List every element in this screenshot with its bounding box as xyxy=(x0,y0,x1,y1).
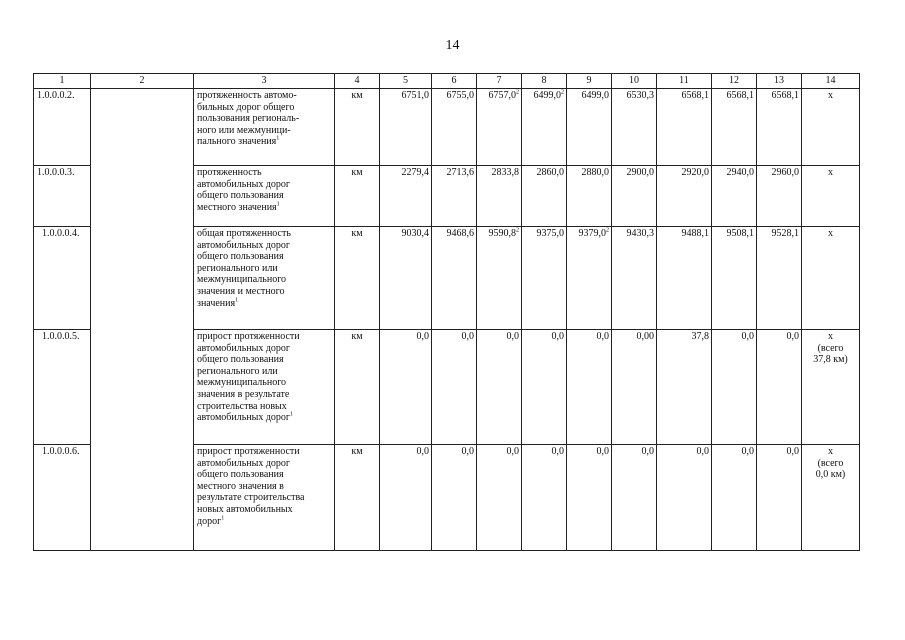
description-line: пального значения xyxy=(197,136,277,148)
value-cell xyxy=(477,445,522,551)
description-line: местного значения xyxy=(197,201,277,213)
footnote-marker: 2 xyxy=(606,227,609,234)
column-header-8: 8 xyxy=(522,74,567,89)
value-cell xyxy=(477,166,522,227)
value-cell xyxy=(712,89,757,166)
value-cell xyxy=(522,330,567,445)
row-description xyxy=(194,89,335,166)
value-text: 2279,4 xyxy=(401,167,429,178)
row-unit: км xyxy=(335,330,380,445)
value-text: 0,0 xyxy=(461,446,474,457)
column-header-5: 5 xyxy=(380,74,432,89)
row-total xyxy=(802,89,860,166)
value-cell xyxy=(612,445,657,551)
column-header-14: 14 xyxy=(802,74,860,89)
description-line: межмуниципального xyxy=(197,377,287,389)
description-line: протяженность xyxy=(197,167,262,178)
value-cell xyxy=(567,330,612,445)
value-text: 37,8 xyxy=(691,331,709,342)
value-text: 2900,0 xyxy=(626,167,654,178)
row-code: 1.0.0.0.4. xyxy=(34,227,91,330)
value-cell xyxy=(712,227,757,330)
total-line: 37,8 км) xyxy=(813,354,848,366)
value-text: 6751,0 xyxy=(401,90,429,101)
description-line: бильных дорог общего xyxy=(197,101,295,113)
description-line: автомобильных дорог xyxy=(197,457,291,469)
page-number: 14 xyxy=(445,38,460,53)
footnote-marker: 2 xyxy=(561,89,564,96)
value-text: 6568,1 xyxy=(726,90,754,101)
value-cell xyxy=(757,166,802,227)
value-text: 9379,0 xyxy=(578,228,606,239)
description-line: строительства новых xyxy=(197,400,287,412)
value-cell xyxy=(432,445,477,551)
value-text: 0,0 xyxy=(596,446,609,457)
description-line: общего пользования xyxy=(197,251,284,263)
value-text: 0,0 xyxy=(551,331,564,342)
footnote-marker: 2 xyxy=(516,89,519,96)
value-cell xyxy=(567,227,612,330)
value-cell xyxy=(567,445,612,551)
value-cell xyxy=(712,445,757,551)
value-text: 2940,0 xyxy=(726,167,754,178)
value-cell xyxy=(657,89,712,166)
row-code: 1.0.0.0.2. xyxy=(34,89,91,166)
description-line: пользования региональ- xyxy=(197,113,300,125)
row-code: 1.0.0.0.6. xyxy=(34,445,91,551)
description-line: новых автомобильных xyxy=(197,503,293,515)
column-header-2: 2 xyxy=(91,74,194,89)
value-text: 0,0 xyxy=(741,331,754,342)
value-text: 6755,0 xyxy=(446,90,474,101)
column-header-4: 4 xyxy=(335,74,380,89)
value-text: 2860,0 xyxy=(536,167,564,178)
value-text: 9590,8 xyxy=(488,228,516,239)
header-row xyxy=(34,74,860,89)
column-header-9: 9 xyxy=(567,74,612,89)
footnote-marker: 2 xyxy=(516,227,519,234)
value-cell xyxy=(432,166,477,227)
footnote-marker: 1 xyxy=(276,136,280,143)
description-line: регионального или xyxy=(197,262,278,274)
column-header-6: 6 xyxy=(432,74,477,89)
description-line: значения xyxy=(197,297,236,309)
column-header-1: 1 xyxy=(34,74,91,89)
total-line: х xyxy=(828,228,833,239)
value-cell xyxy=(567,89,612,166)
total-line: х xyxy=(828,331,833,342)
column-header-7: 7 xyxy=(477,74,522,89)
description-line: общего пользования xyxy=(197,190,284,202)
total-line: х xyxy=(828,90,833,101)
value-cell xyxy=(657,227,712,330)
description-line: прирост протяженности xyxy=(197,446,300,457)
value-cell xyxy=(612,89,657,166)
value-text: 6568,1 xyxy=(681,90,709,101)
description-line: протяженность автомо- xyxy=(197,90,297,101)
value-text: 6499,0 xyxy=(533,90,561,101)
value-text: 6530,3 xyxy=(626,90,654,101)
description-line: значения и местного xyxy=(197,285,285,297)
column-header-11: 11 xyxy=(657,74,712,89)
value-cell xyxy=(567,166,612,227)
value-text: 9468,6 xyxy=(446,228,474,239)
value-text: 6757,0 xyxy=(488,90,516,101)
column-2-empty-cell xyxy=(91,89,194,551)
description-line: значения в результате xyxy=(197,388,290,400)
row-unit: км xyxy=(335,445,380,551)
description-line: местного значения в xyxy=(197,480,284,492)
value-cell xyxy=(477,227,522,330)
value-text: 0,0 xyxy=(596,331,609,342)
value-text: 0,0 xyxy=(786,331,799,342)
column-header-13: 13 xyxy=(757,74,802,89)
value-cell xyxy=(612,330,657,445)
description-line: регионального или xyxy=(197,365,278,377)
indicators-table xyxy=(33,73,860,551)
value-cell xyxy=(757,227,802,330)
value-cell xyxy=(380,89,432,166)
footnote-marker: 1 xyxy=(290,411,294,418)
value-text: 0,0 xyxy=(786,446,799,457)
value-text: 0,0 xyxy=(641,446,654,457)
value-text: 9430,3 xyxy=(626,228,654,239)
footnote-marker: 1 xyxy=(221,515,225,522)
value-cell xyxy=(612,166,657,227)
value-cell xyxy=(522,166,567,227)
total-line: (всего xyxy=(817,457,844,469)
column-header-12: 12 xyxy=(712,74,757,89)
total-line: х xyxy=(828,167,833,178)
value-cell xyxy=(757,445,802,551)
description-line: автомобильных дорог xyxy=(197,239,291,251)
value-cell xyxy=(522,89,567,166)
row-code: 1.0.0.0.3. xyxy=(34,166,91,227)
row-description xyxy=(194,227,335,330)
value-cell xyxy=(432,89,477,166)
description-line: результате строительства xyxy=(197,492,305,504)
value-cell xyxy=(432,330,477,445)
value-text: 6499,0 xyxy=(581,90,609,101)
value-text: 0,0 xyxy=(416,446,429,457)
footnote-marker: 1 xyxy=(276,201,280,208)
row-total xyxy=(802,166,860,227)
description-line: автомобильных дорог xyxy=(197,342,291,354)
row-description xyxy=(194,330,335,445)
description-line: дорог xyxy=(197,515,222,527)
value-cell xyxy=(380,166,432,227)
value-text: 0,0 xyxy=(416,331,429,342)
value-text: 9488,1 xyxy=(681,228,709,239)
total-line: 0,0 км) xyxy=(815,469,846,481)
value-cell xyxy=(657,330,712,445)
table-row xyxy=(34,89,860,166)
value-cell xyxy=(477,330,522,445)
column-header-10: 10 xyxy=(612,74,657,89)
total-line: х xyxy=(828,446,833,457)
description-line: межмуниципального xyxy=(197,274,287,286)
row-total xyxy=(802,445,860,551)
row-total xyxy=(802,227,860,330)
value-text: 2960,0 xyxy=(771,167,799,178)
row-total xyxy=(802,330,860,445)
value-cell xyxy=(757,89,802,166)
column-header-3: 3 xyxy=(194,74,335,89)
description-line: общая протяженность xyxy=(197,228,291,239)
description-line: автомобильных дорог xyxy=(197,412,291,424)
value-cell xyxy=(477,89,522,166)
value-cell xyxy=(612,227,657,330)
value-cell xyxy=(380,445,432,551)
value-cell xyxy=(657,445,712,551)
value-text: 2880,0 xyxy=(581,167,609,178)
value-text: 0,0 xyxy=(741,446,754,457)
footnote-marker: 1 xyxy=(235,297,239,304)
value-text: 0,0 xyxy=(506,446,519,457)
value-text: 0,0 xyxy=(696,446,709,457)
value-text: 2713,6 xyxy=(446,167,474,178)
value-text: 2833,8 xyxy=(491,167,519,178)
value-text: 0,00 xyxy=(636,331,654,342)
value-text: 0,0 xyxy=(506,331,519,342)
row-description xyxy=(194,445,335,551)
value-text: 2920,0 xyxy=(681,167,709,178)
value-cell xyxy=(712,166,757,227)
description-line: ного или межмуници- xyxy=(197,124,291,136)
description-line: общего пользования xyxy=(197,469,284,481)
value-cell xyxy=(380,227,432,330)
total-line: (всего xyxy=(817,342,844,354)
value-cell xyxy=(380,330,432,445)
description-line: прирост протяженности xyxy=(197,331,300,342)
value-cell xyxy=(757,330,802,445)
value-text: 9375,0 xyxy=(536,228,564,239)
value-cell xyxy=(712,330,757,445)
value-text: 9508,1 xyxy=(726,228,754,239)
row-unit: км xyxy=(335,89,380,166)
description-line: автомобильных дорог xyxy=(197,178,291,190)
row-unit: км xyxy=(335,227,380,330)
value-text: 9528,1 xyxy=(771,228,799,239)
row-description xyxy=(194,166,335,227)
value-text: 0,0 xyxy=(551,446,564,457)
value-cell xyxy=(657,166,712,227)
value-cell xyxy=(432,227,477,330)
value-text: 6568,1 xyxy=(771,90,799,101)
value-cell xyxy=(522,445,567,551)
value-text: 9030,4 xyxy=(401,228,429,239)
row-unit: км xyxy=(335,166,380,227)
value-cell xyxy=(522,227,567,330)
description-line: общего пользования xyxy=(197,354,284,366)
value-text: 0,0 xyxy=(461,331,474,342)
row-code: 1.0.0.0.5. xyxy=(34,330,91,445)
